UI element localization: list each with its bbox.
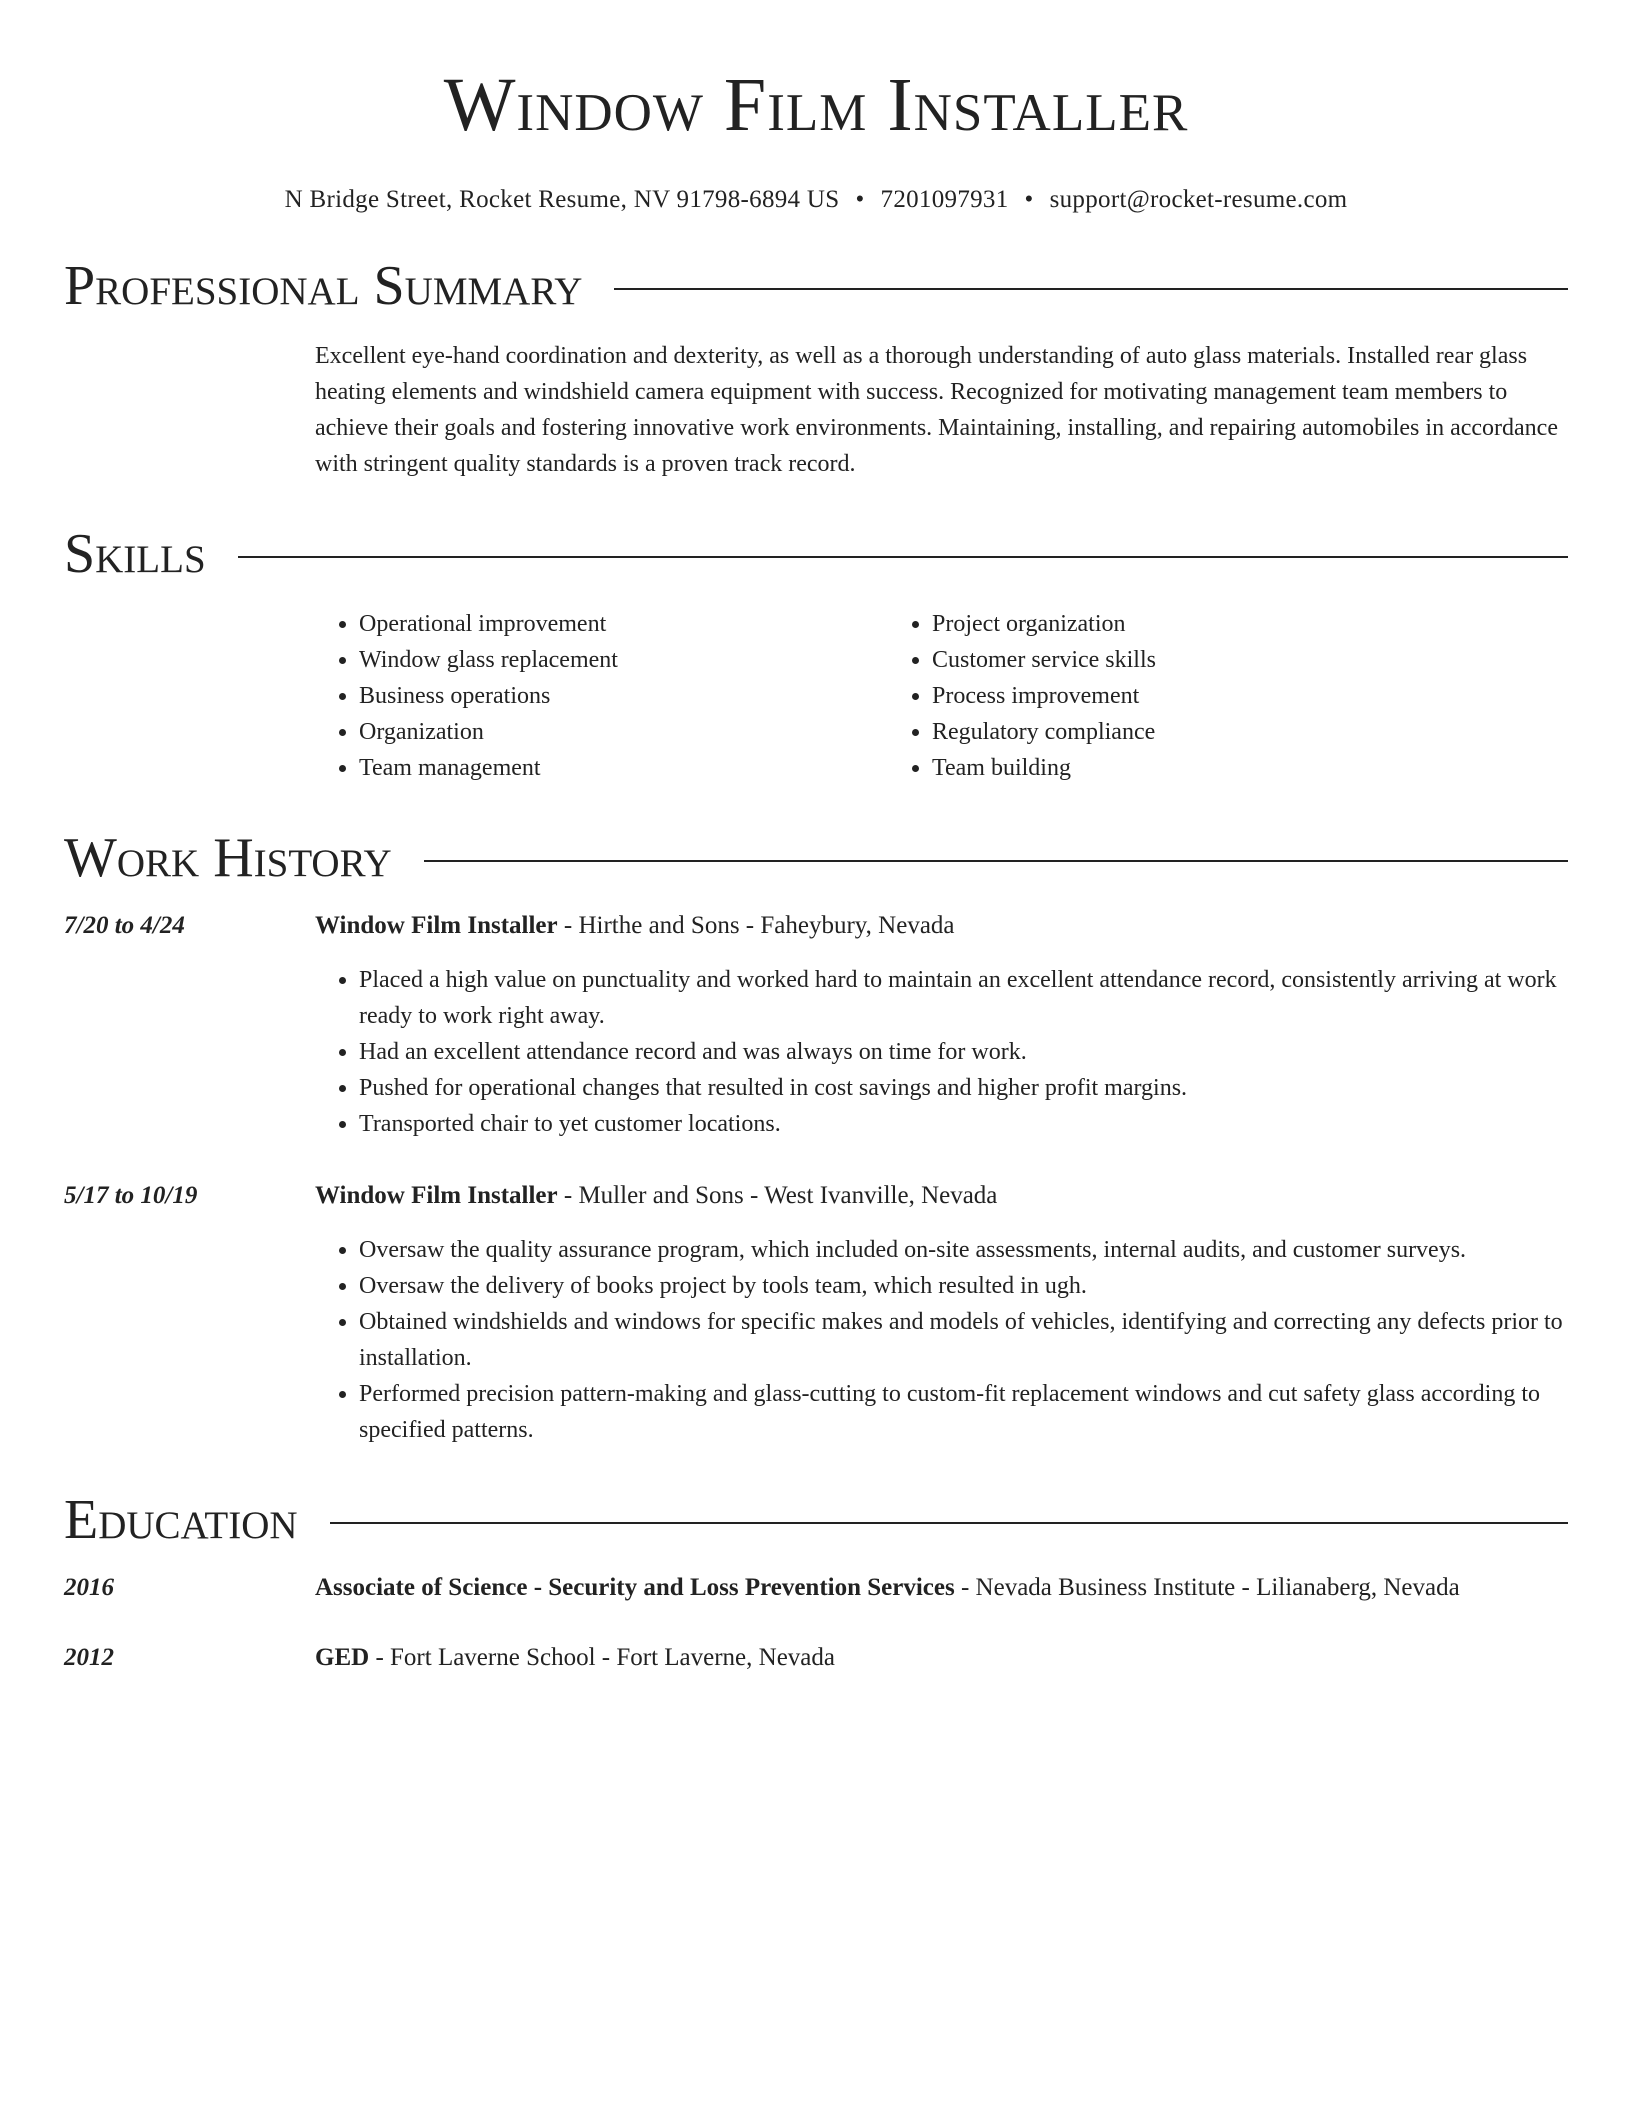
summary-text: Excellent eye-hand coordination and dexterity, as well as a thorough understanding of auto glass materials. Installed rear glass heating elements and windshield camera equipment with success. Recognized for motivating management team members to achieve their goals and fostering innovative work environments. Maintaining, installing, and repairing automobiles in accordance with stringent quality standards is a proven track record.	[315, 343, 1558, 477]
education-entry	[64, 1640, 1568, 1676]
job-bullet: • Obtained windshields and windows for specific makes and models of vehicles, identifying and correcting any defects prior to installation.	[359, 1304, 1568, 1376]
job-dates: 7/20 to 4/24	[64, 912, 185, 939]
education-year: 2012	[64, 1644, 114, 1671]
skills-section-header	[64, 522, 1568, 586]
section-divider	[238, 556, 1568, 558]
candidate-name: Window Film Installer	[443, 63, 1189, 147]
skill-item: • Regulatory compliance	[932, 714, 1461, 750]
skill-item: • Organization	[359, 714, 888, 750]
contact-separator: •	[1024, 186, 1034, 213]
skills-column-right	[888, 606, 1461, 786]
job-bullet: • Performed precision pattern-making and glass-cutting to custom-fit replacement windows and cut safety glass according to specified patterns.	[359, 1376, 1568, 1448]
summary-section-header	[64, 254, 1568, 318]
section-divider	[330, 1522, 1568, 1524]
work-section-title: Work History	[64, 827, 392, 889]
skill-item: • Team building	[932, 750, 1461, 786]
education-year: 2016	[64, 1574, 114, 1601]
skills-column-left	[315, 606, 888, 786]
skills-section-title: Skills	[64, 523, 206, 585]
skill-item: • Team management	[359, 750, 888, 786]
contact-email: support@rocket-resume.com	[1049, 186, 1348, 213]
job-dates: 5/17 to 10/19	[64, 1182, 198, 1209]
job-bullet: • Oversaw the quality assurance program, which included on-site assessments, internal audits, and customer surveys.	[359, 1232, 1568, 1268]
job-bullets	[315, 962, 1568, 1142]
skill-item: • Operational improvement	[359, 606, 888, 642]
education-school: - Fort Laverne School - Fort Laverne, Nevada	[369, 1644, 835, 1671]
job-position: Window Film Installer	[315, 1182, 558, 1209]
education-school: - Nevada Business Institute - Lilianaberg, Nevada	[954, 1574, 1460, 1601]
education-section-title: Education	[64, 1489, 298, 1551]
education-line	[315, 1640, 1568, 1676]
contact-address: N Bridge Street, Rocket Resume, NV 91798-6894 US	[284, 186, 840, 213]
job-employer: - Hirthe and Sons - Faheybury, Nevada	[557, 912, 955, 939]
work-section-header	[64, 826, 1568, 890]
section-divider	[614, 288, 1568, 290]
section-divider	[424, 860, 1568, 862]
job-bullets	[315, 1232, 1568, 1448]
summary-section-title: Professional Summary	[64, 255, 583, 317]
skill-item: • Window glass replacement	[359, 642, 888, 678]
job-heading	[315, 908, 1568, 944]
education-section-header	[64, 1488, 1568, 1552]
job-bullet: • Had an excellent attendance record and was always on time for work.	[359, 1034, 1568, 1070]
job-bullet: • Oversaw the delivery of books project by tools team, which resulted in ugh.	[359, 1268, 1568, 1304]
education-line	[315, 1570, 1568, 1606]
job-employer: - Muller and Sons - West Ivanville, Nevada	[557, 1182, 998, 1209]
contact-phone: 7201097931	[880, 186, 1009, 213]
skill-item: • Business operations	[359, 678, 888, 714]
skill-item: • Project organization	[932, 606, 1461, 642]
job-body	[315, 908, 1568, 1142]
contact-separator: •	[855, 186, 865, 213]
skill-item: • Process improvement	[932, 678, 1461, 714]
job-bullet: • Placed a high value on punctuality and worked hard to maintain an excellent attendance record, consistently arriving at work ready to work right away.	[359, 962, 1568, 1034]
job-entry	[64, 908, 1568, 1142]
job-bullet: • Pushed for operational changes that resulted in cost savings and higher profit margins.	[359, 1070, 1568, 1106]
skill-item: • Customer service skills	[932, 642, 1461, 678]
job-bullet: • Transported chair to yet customer locations.	[359, 1106, 1568, 1142]
job-entry	[64, 1178, 1568, 1448]
job-position: Window Film Installer	[315, 912, 558, 939]
job-heading	[315, 1178, 1568, 1214]
education-degree: Associate of Science - Security and Loss Prevention Services	[315, 1574, 955, 1601]
job-body	[315, 1178, 1568, 1448]
education-degree: GED	[315, 1644, 370, 1671]
education-entry	[64, 1570, 1568, 1606]
contact-line	[64, 186, 1568, 214]
skills-list	[64, 606, 1568, 786]
